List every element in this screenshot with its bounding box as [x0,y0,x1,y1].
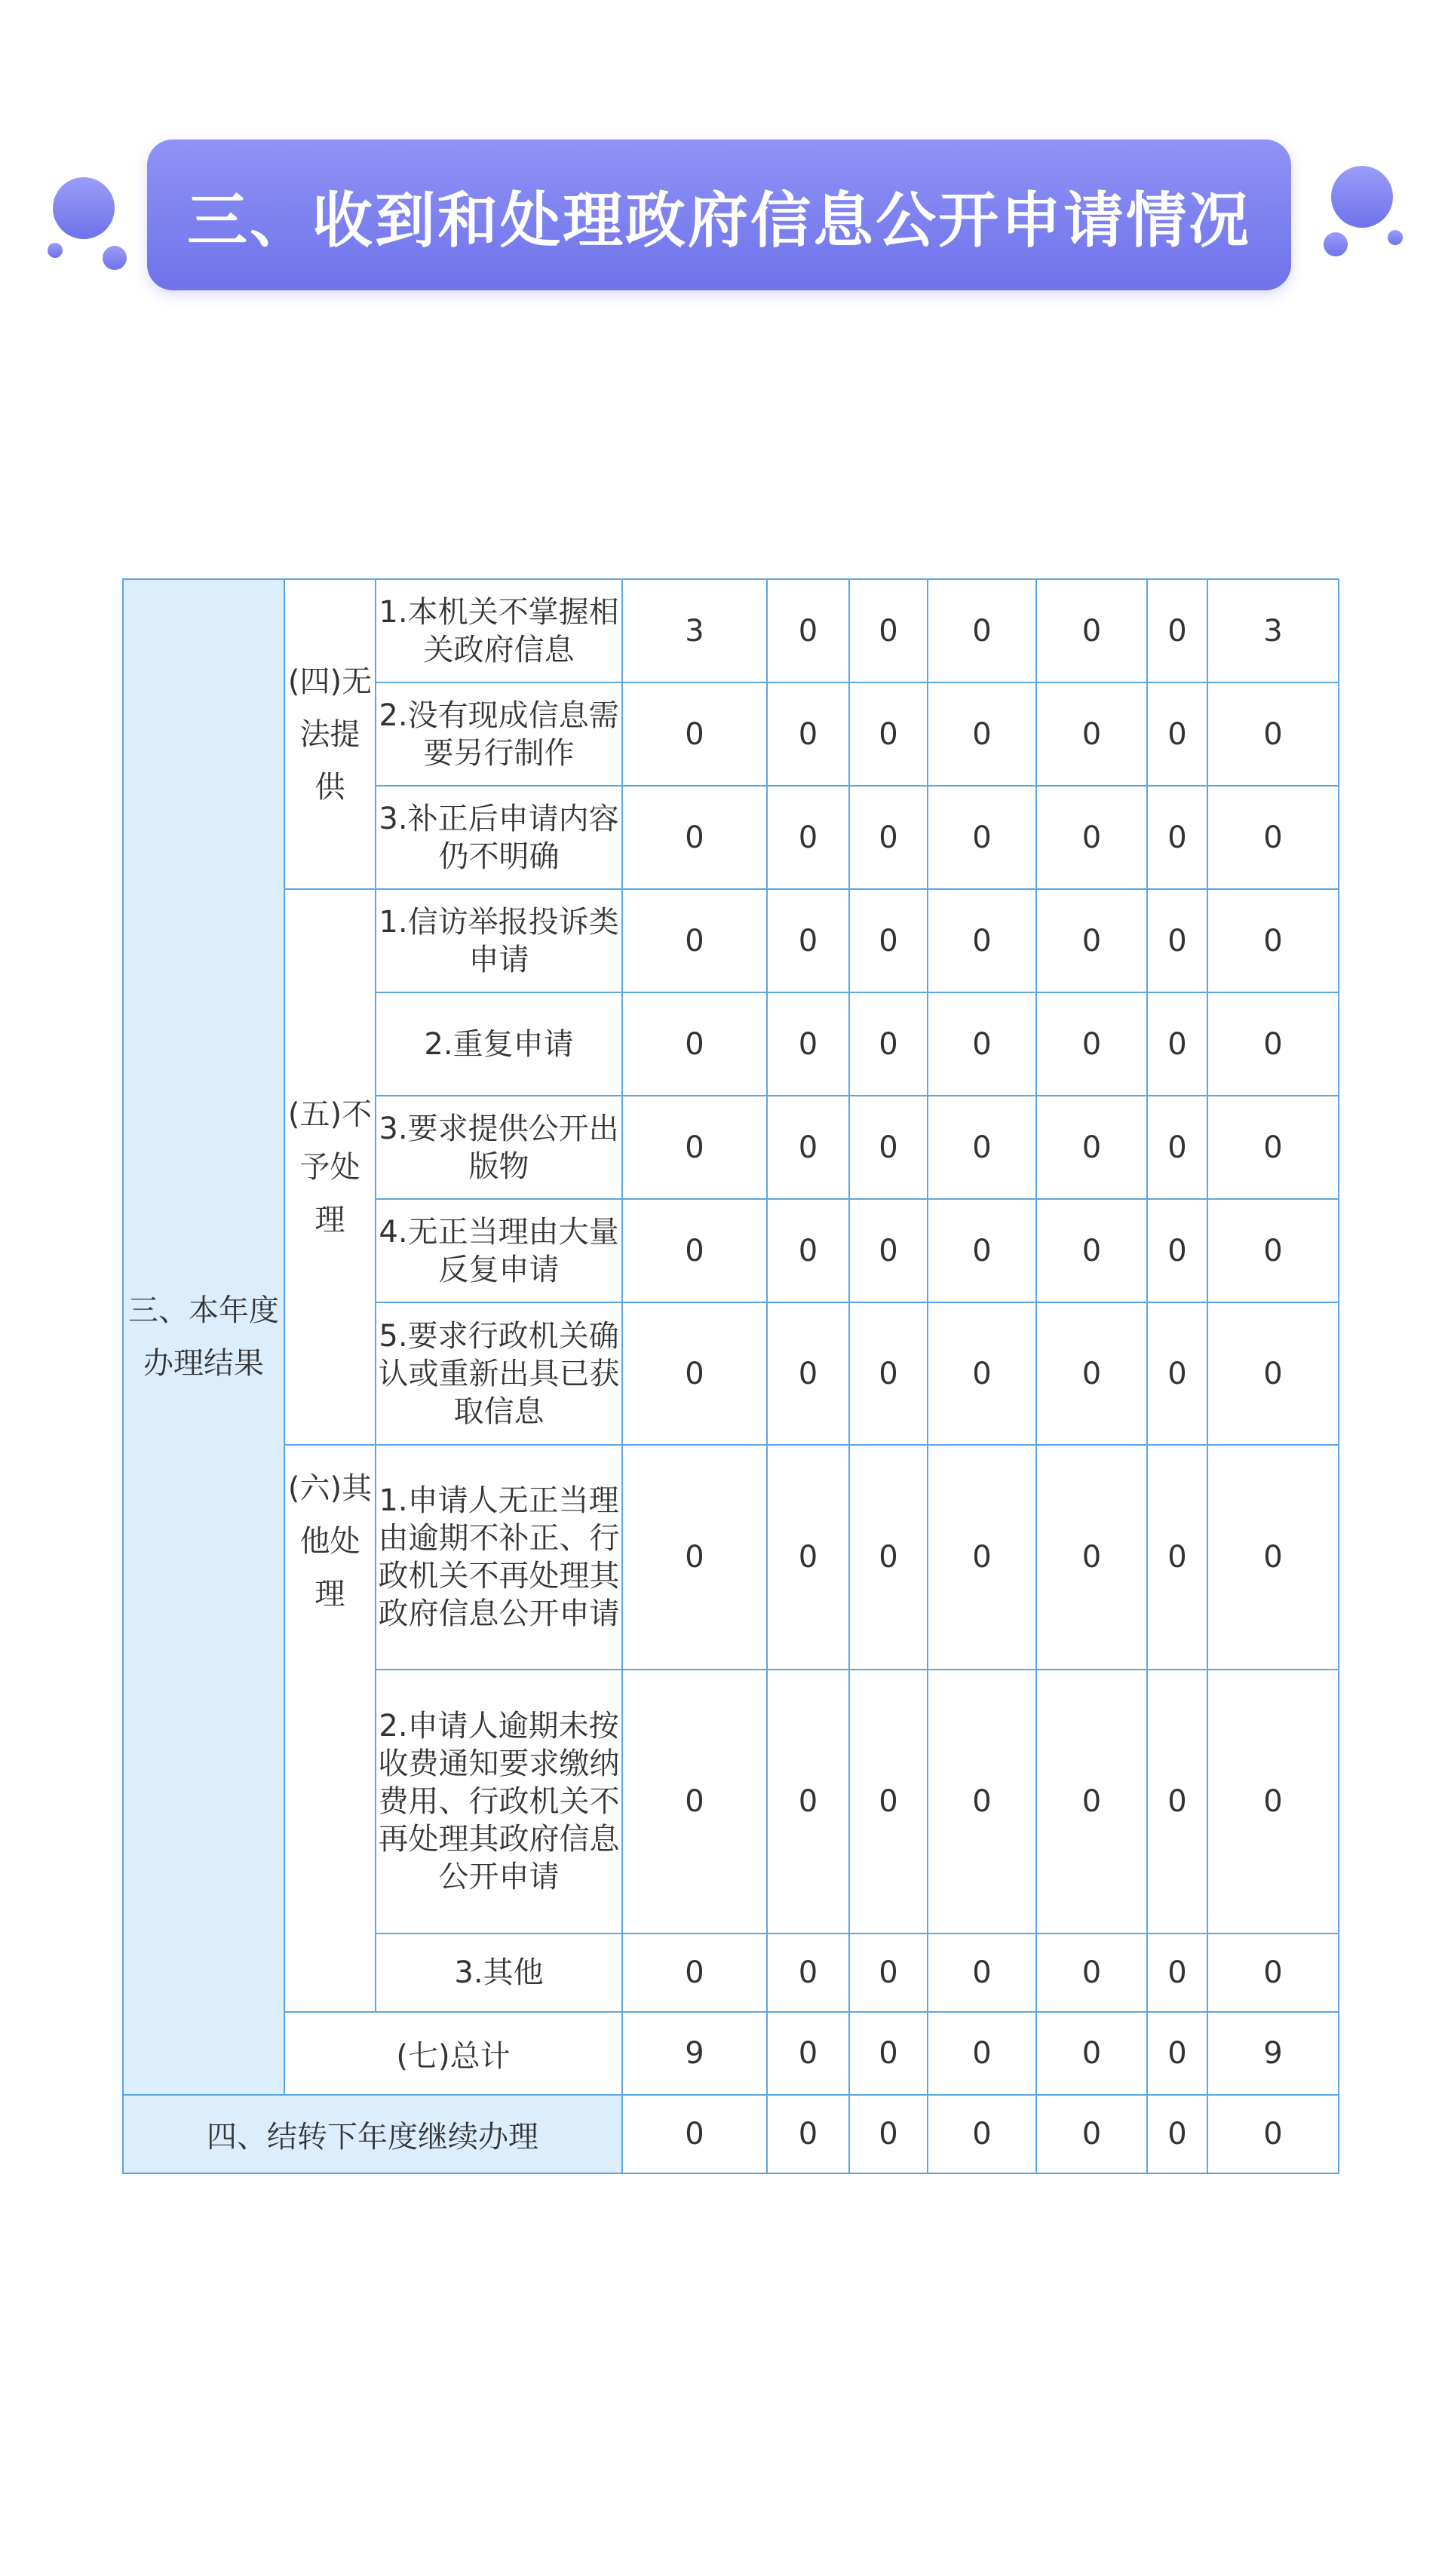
value-cell: 9 [622,2012,767,2095]
value-cell: 0 [1147,1199,1207,1302]
value-cell: 0 [849,1670,928,1934]
value-cell: 0 [849,1302,928,1445]
row-item-label: 2.没有现成信息需要另行制作 [376,682,622,786]
value-cell: 0 [1207,1199,1339,1302]
decor-dot-small-left-b [103,246,127,270]
row-item-label: 1.申请人无正当理由逾期不补正、行政机关不再处理其政府信息公开申请 [376,1445,622,1670]
value-cell: 0 [622,1096,767,1199]
value-cell: 0 [928,1934,1036,2012]
value-cell: 0 [928,889,1036,992]
row-item-label: 4.无正当理由大量反复申请 [376,1199,622,1302]
value-cell: 0 [1207,1934,1339,2012]
value-cell: 0 [622,682,767,786]
value-cell: 0 [1147,889,1207,992]
value-cell: 0 [1207,1445,1339,1670]
value-cell: 0 [1147,992,1207,1096]
value-cell: 3 [1207,579,1339,682]
value-cell: 0 [1147,1096,1207,1199]
value-cell: 0 [849,682,928,786]
value-cell: 0 [767,682,849,786]
value-cell: 3 [622,579,767,682]
value-cell: 0 [1207,889,1339,992]
value-cell: 0 [928,2095,1036,2173]
value-cell: 0 [1036,1670,1147,1934]
value-cell: 0 [767,992,849,1096]
value-cell: 0 [928,992,1036,1096]
decor-dot-large-left [53,177,115,239]
carry-over-row [123,2095,1339,2173]
value-cell: 0 [1147,786,1207,889]
value-cell: 0 [622,1445,767,1670]
value-cell: 0 [1147,1445,1207,1670]
row-item-label: 3.要求提供公开出版物 [376,1096,622,1199]
row-item-label: 2.重复申请 [376,992,622,1096]
value-cell: 0 [1036,1199,1147,1302]
decor-dot-large-right [1331,166,1393,228]
value-cell: 0 [928,1445,1036,1670]
row-item-label: 3.其他 [376,1934,622,2012]
value-cell: 0 [1147,1670,1207,1934]
results-table [122,578,1339,2174]
value-cell: 0 [1036,682,1147,786]
section-banner [147,140,1291,290]
value-cell: 0 [1207,1302,1339,1445]
value-cell: 0 [622,1670,767,1934]
value-cell: 0 [849,2012,928,2095]
row-item-label: 2.申请人逾期未按收费通知要求缴纳费用、行政机关不再处理其政府信息公开申请 [376,1670,622,1934]
value-cell: 0 [849,786,928,889]
value-cell: 0 [928,1199,1036,1302]
value-cell: 0 [767,1670,849,1934]
value-cell: 0 [1036,786,1147,889]
value-cell: 0 [849,1934,928,2012]
value-cell: 0 [1036,1302,1147,1445]
value-cell: 0 [1147,1934,1207,2012]
value-cell: 0 [767,2095,849,2173]
value-cell: 0 [1147,2012,1207,2095]
value-cell: 0 [622,2095,767,2173]
total-label: (七)总计 [284,2012,622,2095]
value-cell: 0 [1036,2012,1147,2095]
value-cell: 0 [1036,1445,1147,1670]
value-cell: 0 [849,1445,928,1670]
value-cell: 0 [849,579,928,682]
value-cell: 0 [1207,2095,1339,2173]
decor-dot-small-right-a [1324,232,1348,256]
results-table-body [123,579,1339,2173]
value-cell: 0 [1036,579,1147,682]
value-cell: 0 [622,889,767,992]
value-cell: 0 [1036,2095,1147,2173]
value-cell: 0 [928,1302,1036,1445]
value-cell: 0 [767,1199,849,1302]
value-cell: 0 [849,1199,928,1302]
value-cell: 0 [928,786,1036,889]
value-cell: 0 [767,1096,849,1199]
value-cell: 0 [767,579,849,682]
section-title: 三、收到和处理政府信息公开申请情况 [187,185,1251,256]
table-row [123,889,1339,992]
value-cell: 0 [1147,2095,1207,2173]
value-cell: 0 [622,1199,767,1302]
value-cell: 0 [622,786,767,889]
value-cell: 0 [928,579,1036,682]
row-item-label: 1.信访举报投诉类申请 [376,889,622,992]
group-label: (五)不予处理 [284,889,376,1445]
value-cell: 0 [928,682,1036,786]
value-cell: 0 [767,786,849,889]
value-cell: 0 [849,1096,928,1199]
value-cell: 0 [767,1302,849,1445]
table-row [123,1445,1339,1670]
value-cell: 0 [928,1096,1036,1199]
value-cell: 0 [767,889,849,992]
category-label: 三、本年度办理结果 [123,579,284,2095]
value-cell: 0 [849,2095,928,2173]
value-cell: 0 [622,1302,767,1445]
value-cell: 9 [1207,2012,1339,2095]
table-row [123,579,1339,682]
value-cell: 0 [622,1934,767,2012]
value-cell: 0 [1207,1096,1339,1199]
value-cell: 0 [928,1670,1036,1934]
value-cell: 0 [1036,889,1147,992]
value-cell: 0 [1147,682,1207,786]
row-item-label: 3.补正后申请内容仍不明确 [376,786,622,889]
value-cell: 0 [767,1445,849,1670]
group-label: (六)其他处理 [284,1445,376,2012]
value-cell: 0 [1147,1302,1207,1445]
value-cell: 0 [1036,1934,1147,2012]
value-cell: 0 [1207,682,1339,786]
value-cell: 0 [767,1934,849,2012]
value-cell: 0 [1207,992,1339,1096]
value-cell: 0 [1036,1096,1147,1199]
value-cell: 0 [849,889,928,992]
carry-over-label: 四、结转下年度继续办理 [123,2095,622,2173]
value-cell: 0 [1207,786,1339,889]
total-row [123,2012,1339,2095]
value-cell: 0 [928,2012,1036,2095]
decor-dot-small-right-b [1388,230,1403,245]
value-cell: 0 [622,992,767,1096]
value-cell: 0 [767,2012,849,2095]
value-cell: 0 [849,992,928,1096]
row-item-label: 1.本机关不掌握相关政府信息 [376,579,622,682]
value-cell: 0 [1207,1670,1339,1934]
group-label: (四)无法提供 [284,579,376,889]
value-cell: 0 [1147,579,1207,682]
row-item-label: 5.要求行政机关确认或重新出具已获取信息 [376,1302,622,1445]
decor-dot-small-left-a [48,243,63,258]
value-cell: 0 [1036,992,1147,1096]
